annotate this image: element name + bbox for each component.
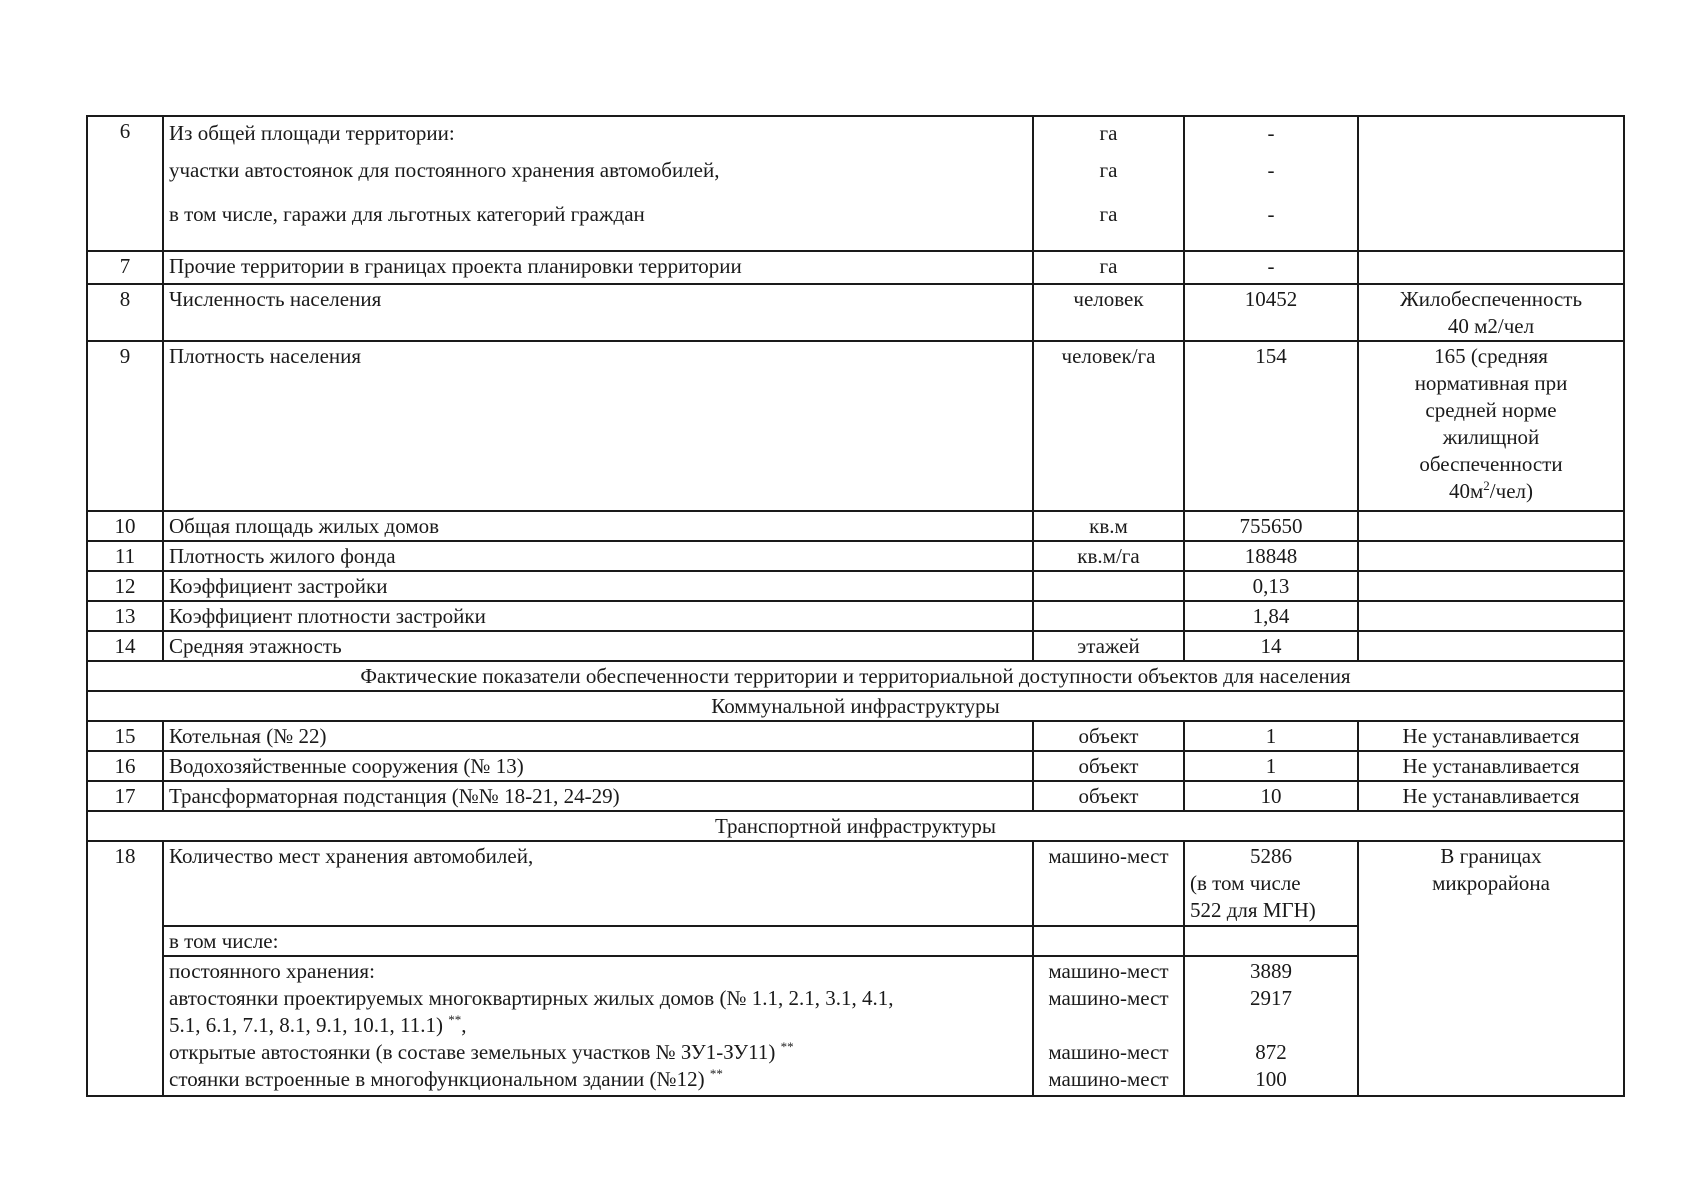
table-row-7 bbox=[87, 251, 1624, 284]
row-unit: га bbox=[1033, 251, 1184, 284]
note-line: 40 м2/чел bbox=[1447, 314, 1535, 338]
row-note: Не устанавливается bbox=[1358, 721, 1624, 751]
row-unit: человек bbox=[1033, 284, 1184, 341]
sub-designed-name-1: автостоянки проектируемых многоквартирных жилых домов (№ 1.1, 2.1, 3.1, 4.1, bbox=[169, 986, 894, 1010]
section-title: Транспортной инфраструктуры bbox=[87, 811, 1624, 841]
sub-open-value: 872 bbox=[1255, 1040, 1287, 1064]
row-note bbox=[1358, 116, 1624, 251]
row-name: Численность населения bbox=[163, 284, 1033, 341]
sub-builtin-value: 100 bbox=[1255, 1067, 1287, 1091]
footnote-mark: ** bbox=[709, 1066, 723, 1081]
sub-designed-tail: , bbox=[461, 1013, 467, 1037]
sub-builtin-name bbox=[169, 1066, 1027, 1093]
row-number: 13 bbox=[87, 601, 163, 631]
row-name: Коэффициент застройки bbox=[163, 571, 1033, 601]
note-line: 165 (средняя bbox=[1434, 344, 1548, 368]
row-unit bbox=[1033, 571, 1184, 601]
table-row-8 bbox=[87, 284, 1624, 341]
row-name: Водохозяйственные сооружения (№ 13) bbox=[163, 751, 1033, 781]
row-value: 14 bbox=[1184, 631, 1358, 661]
row-value bbox=[1184, 116, 1358, 251]
row-6-line-1-name: Из общей площади территории: bbox=[169, 121, 455, 145]
row-number: 16 bbox=[87, 751, 163, 781]
sub-permanent-unit: машино-мест bbox=[1048, 959, 1169, 983]
row-name bbox=[163, 956, 1033, 1096]
row-unit: кв.м bbox=[1033, 511, 1184, 541]
row-unit: объект bbox=[1033, 721, 1184, 751]
row-note bbox=[1358, 601, 1624, 631]
row-value: 1 bbox=[1184, 751, 1358, 781]
spacer bbox=[1190, 1012, 1352, 1039]
row-unit bbox=[1033, 601, 1184, 631]
row-name: Общая площадь жилых домов bbox=[163, 511, 1033, 541]
table-row-16 bbox=[87, 751, 1624, 781]
section-header-main bbox=[87, 661, 1624, 691]
value-line: 5286 bbox=[1250, 844, 1292, 868]
table-row-17 bbox=[87, 781, 1624, 811]
row-name: Трансформаторная подстанция (№№ 18-21, 24-29) bbox=[163, 781, 1033, 811]
row-value: 10 bbox=[1184, 781, 1358, 811]
row-value: 10452 bbox=[1184, 284, 1358, 341]
note-line: нормативная при bbox=[1414, 371, 1568, 395]
row-name bbox=[163, 116, 1033, 251]
row-note bbox=[1358, 284, 1624, 341]
row-6-line-3-unit: га bbox=[1099, 202, 1118, 226]
section-header-communal bbox=[87, 691, 1624, 721]
row-number: 17 bbox=[87, 781, 163, 811]
section-title: Коммунальной инфраструктуры bbox=[87, 691, 1624, 721]
sub-open-text: открытые автостоянки (в составе земельных участков № ЗУ1-ЗУ11) bbox=[169, 1040, 776, 1064]
section-header-transport bbox=[87, 811, 1624, 841]
row-name: Средняя этажность bbox=[163, 631, 1033, 661]
note-last-pre: 40м bbox=[1449, 479, 1484, 503]
row-unit: этажей bbox=[1033, 631, 1184, 661]
sub-designed-value: 2917 bbox=[1250, 986, 1292, 1010]
row-unit bbox=[1033, 116, 1184, 251]
value-line: 522 для МГН) bbox=[1190, 898, 1316, 922]
row-note bbox=[1358, 511, 1624, 541]
row-number: 7 bbox=[87, 251, 163, 284]
row-value bbox=[1184, 956, 1358, 1096]
table-row-6 bbox=[87, 116, 1624, 251]
table-row-12 bbox=[87, 571, 1624, 601]
row-name: Плотность жилого фонда bbox=[163, 541, 1033, 571]
row-name: Прочие территории в границах проекта планировки территории bbox=[163, 251, 1033, 284]
table-row-10 bbox=[87, 511, 1624, 541]
sub-permanent-value: 3889 bbox=[1250, 959, 1292, 983]
row-value: 755650 bbox=[1184, 511, 1358, 541]
row-6-line-1-value: - bbox=[1267, 121, 1275, 145]
row-number: 10 bbox=[87, 511, 163, 541]
row-note bbox=[1358, 541, 1624, 571]
row-name: Котельная (№ 22) bbox=[163, 721, 1033, 751]
note-line: микрорайона bbox=[1432, 871, 1550, 895]
indicators-table bbox=[86, 115, 1625, 1097]
row-value: 1,84 bbox=[1184, 601, 1358, 631]
row-value: 18848 bbox=[1184, 541, 1358, 571]
row-6-line-3-name: в том числе, гаражи для льготных категорий граждан bbox=[169, 202, 645, 226]
row-value bbox=[1184, 926, 1358, 956]
row-value: 1 bbox=[1184, 721, 1358, 751]
row-value: 0,13 bbox=[1184, 571, 1358, 601]
value-line: (в том числе bbox=[1190, 871, 1301, 895]
note-line-last bbox=[1364, 478, 1618, 505]
note-line: жилищной bbox=[1442, 425, 1540, 449]
row-unit: машино-мест bbox=[1033, 841, 1184, 926]
row-unit: объект bbox=[1033, 751, 1184, 781]
footnote-mark: ** bbox=[780, 1039, 794, 1054]
note-line: В границах bbox=[1440, 844, 1542, 868]
row-note bbox=[1358, 341, 1624, 511]
sub-designed-text: 5.1, 6.1, 7.1, 8.1, 9.1, 10.1, 11.1) bbox=[169, 1013, 443, 1037]
row-number: 9 bbox=[87, 341, 163, 511]
row-note bbox=[1358, 841, 1624, 1096]
note-line: Жилобеспеченность bbox=[1399, 287, 1583, 311]
row-6-line-2-name: участки автостоянок для постоянного хранения автомобилей, bbox=[169, 158, 720, 182]
row-unit: кв.м/га bbox=[1033, 541, 1184, 571]
row-number: 11 bbox=[87, 541, 163, 571]
table-row-13 bbox=[87, 601, 1624, 631]
note-last-post: /чел) bbox=[1489, 479, 1533, 503]
row-6-line-2-value: - bbox=[1267, 158, 1275, 182]
row-name: в том числе: bbox=[163, 926, 1033, 956]
row-note bbox=[1358, 631, 1624, 661]
row-6-line-3-value: - bbox=[1267, 202, 1275, 226]
row-name: Плотность населения bbox=[163, 341, 1033, 511]
table-row-14 bbox=[87, 631, 1624, 661]
row-number: 18 bbox=[87, 841, 163, 1096]
sub-permanent-name: постоянного хранения: bbox=[169, 959, 375, 983]
sub-open-name bbox=[169, 1039, 1027, 1066]
table-row-18 bbox=[87, 841, 1624, 926]
row-unit bbox=[1033, 926, 1184, 956]
row-note: Не устанавливается bbox=[1358, 751, 1624, 781]
table-row-15 bbox=[87, 721, 1624, 751]
row-note bbox=[1358, 251, 1624, 284]
table-row-9 bbox=[87, 341, 1624, 511]
row-note: Не устанавливается bbox=[1358, 781, 1624, 811]
sub-designed-unit: машино-мест bbox=[1048, 986, 1169, 1010]
table-row-11 bbox=[87, 541, 1624, 571]
footnote-mark: ** bbox=[448, 1012, 462, 1027]
row-number: 15 bbox=[87, 721, 163, 751]
row-value bbox=[1184, 841, 1358, 926]
row-value: - bbox=[1184, 251, 1358, 284]
row-name: Коэффициент плотности застройки bbox=[163, 601, 1033, 631]
row-6-line-1-unit: га bbox=[1099, 121, 1118, 145]
section-title: Фактические показатели обеспеченности территории и территориальной доступности объектов для населения bbox=[87, 661, 1624, 691]
row-number: 12 bbox=[87, 571, 163, 601]
row-number: 8 bbox=[87, 284, 163, 341]
row-number: 14 bbox=[87, 631, 163, 661]
row-note bbox=[1358, 571, 1624, 601]
sub-builtin-text: стоянки встроенные в многофункциональном здании (№12) bbox=[169, 1067, 705, 1091]
row-number: 6 bbox=[87, 116, 163, 251]
row-name: Количество мест хранения автомобилей, bbox=[163, 841, 1033, 926]
row-unit: человек/га bbox=[1033, 341, 1184, 511]
note-line: обеспеченности bbox=[1419, 452, 1563, 476]
row-6-line-2-unit: га bbox=[1099, 158, 1118, 182]
row-value: 154 bbox=[1184, 341, 1358, 511]
sub-designed-name-2 bbox=[169, 1012, 1027, 1039]
sub-builtin-unit: машино-мест bbox=[1048, 1067, 1169, 1091]
superscript: 2 bbox=[1483, 478, 1490, 493]
note-line: средней норме bbox=[1425, 398, 1557, 422]
spacer bbox=[1039, 1012, 1178, 1039]
sub-open-unit: машино-мест bbox=[1048, 1040, 1169, 1064]
row-unit: объект bbox=[1033, 781, 1184, 811]
row-unit bbox=[1033, 956, 1184, 1096]
